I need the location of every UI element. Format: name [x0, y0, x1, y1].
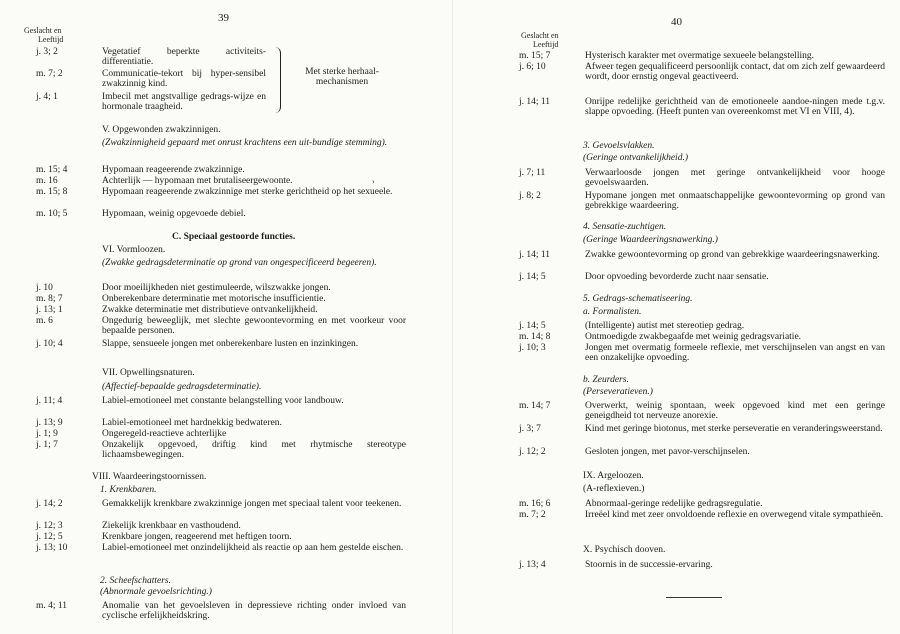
- subsection-subtitle-sensatie: (Geringe Waardeeringsnawerking.): [583, 235, 718, 245]
- stray-mark: ›: [372, 177, 375, 186]
- section-title-ix: IX. Argeloozen.: [583, 471, 644, 481]
- section-subtitle-ix: (A-reflexieven.): [583, 484, 645, 494]
- subsection-title-gevoelsvlakken: 3. Gevoelsvlakken.: [583, 141, 655, 151]
- section-subtitle-vi: (Zwakke gedragsdeterminatie op grond van ongespecificeerd begeeren).: [102, 258, 377, 268]
- section-subtitle-v: (Zwakzinnigheid gepaard met onrust krachtens een uit-bundige stemming).: [102, 138, 388, 148]
- section-title-vii: VII. Opwellingsnaturen.: [102, 368, 195, 378]
- subsection-subtitle-scheefschatters: (Abnormale gevoelsrichting.): [100, 587, 212, 597]
- subsection-subtitle-gevoelsvlakken: (Geringe ontvankelijkheid.): [583, 153, 688, 163]
- section-title-v: V. Opgewonden zwakzinnigen.: [102, 125, 221, 135]
- page-number-left: 39: [218, 12, 229, 24]
- section-title-x: X. Psychisch dooven.: [583, 545, 666, 555]
- section-title-c: C. Speciaal gestoorde functies.: [172, 232, 296, 242]
- subsection-title-formalisten: a. Formalisten.: [583, 307, 642, 317]
- subsection-title-zeurders: b. Zeurders.: [583, 375, 629, 385]
- column-header-sex-age: Geslacht en Leeftijd: [521, 31, 559, 49]
- subsection-subtitle-zeurders: (Perseveratieven.): [583, 387, 653, 397]
- subsection-title-sensatie: 4. Sensatie-zuchtigen.: [583, 222, 667, 232]
- column-header-sex-age: Geslacht en Leeftijd: [24, 26, 64, 44]
- subsection-title-scheefschatters: 2. Scheefschatters.: [100, 576, 171, 586]
- section-title-vi: VI. Vormloozen.: [102, 245, 166, 255]
- closing-rule: [666, 597, 722, 598]
- subsection-title-gedrags: 5. Gedrags-schematiseering.: [583, 294, 693, 304]
- right-page: 40 Geslacht en Leeftijd m. 15; 7 Hysterisch karakter met overmatige sexueele belangstelling. j. 6; 10 Afweer tegen gequalificeerd persoonlijk contact, dat om zich zelf gewaardeerd wordt, door ernstig ongeval geactiveerd. j. 14; 11 Onrijpe redelijke gerichtheid van de emotioneele aandoe-ningen mede t.g.v. slappe opvoeding. (Heeft punten van overeenkomst met VI en VIII, 4). 3. Gevoelsvlakken. (Geringe ontvankelijkheid.) j. 7; 11 Verwaarloosde jongen met geringe ontvankelijkheid voor hooge gevoelswaarden. j. 8; 2 Hypomane jongen met onmaatschappelijke gewoontevorming op grond van gebrekkige waardeering. 4. Sensatie-zuchtigen. (Geringe Waardeeringsnawerking.) j. 14; 11 Zwakke gewoontevorming op grond van gebrekkige waardeeringsnawerking. j. 14; 5 Door opvoeding bevorderde zucht naar sensatie. 5. Gedrags-schematiseering. a. Formalisten. j. 14; 5 (Intelligente) autist met stereotiep gedrag. m. 14; 8 Ontmoedigde zwakbegaafde met weinig gedragsvariatie. j. 10; 3 Jongen met overmatig formeele reflexie, met verschijnselen van angst en van een onzakelijke opvoeding. b. Zeurders. (Perseveratieven.) m. 14; 7 Overwerkt, weinig spontaan, week opgevoed kind met een geringe geneigdheid tot nerveuze anorexie. j. 3; 7 Kind met geringe biotonus, met sterke perseveratie en veranderingsweerstand. j. 12; 2 Gesloten jongen, met pavor-verschijnselen. IX. Argeloozen. (A-reflexieven.) m. 16; 6 Abnormaal-geringe redelijke gedragsregulatie. m. 7; 2 Irreëel kind met zeer onvoldoende reflexie en overwegend vitale sympathieën. X. Psychisch dooven. j. 13; 4 Stoornis in de successie-ervaring.: [452, 0, 900, 634]
- section-title-viii: VIII. Waardeeringstoornissen.: [92, 472, 207, 482]
- subsection-title-krenkbaren: 1. Krenkbaren.: [100, 485, 157, 495]
- section-subtitle-vii: (Affectief-bepaalde gedragsdeterminatie).: [102, 382, 262, 392]
- brace-label: Met sterke herhaal-mechanismen: [305, 67, 379, 87]
- left-page: 39 Geslacht en Leeftijd j. 3; 2 Vegetatief beperkte activiteits-differentiatie. m. 7; 2 Communicatie-tekort bij hyper-sensibel zwakzinnig kind. j. 4; 1 Imbecil met angstvallige gedrags-wijze en hormonale traagheid. Met sterke herhaal-mechanismen V. Opgewonden zwakzinnigen. (Zwakzinnigheid gepaard met onrust krachtens een uit-bundige stemming). m. 15; 4 Hypomaan reageerende zwakzinnige. m. 16 Achterlijk — hypomaan met brutaliseergewoonte. m. 15; 8 Hypomaan reageerende zwakzinnige met sterke gerichtheid op het sexueele. m. 10; 5 Hypomaan, weinig opgevoede debiel. › C. Speciaal gestoorde functies. VI. Vormloozen. (Zwakke gedragsdeterminatie op grond van ongespecificeerd begeeren). j. 10 Door moeilijkheden niet gestimuleerde, wilszwakke jongen. m. 8; 7 Onberekenbare determinatie met motorische insufficientie. j. 13; 1 Zwakke determinatie met distributieve ontvankelijkheid. m. 6 Ongedurig beweeglijk, met slechte gewoontevorming en met voorkeur voor bepaalde personen. j. 10; 4 Slappe, sensueele jongen met onberekenbare lusten en inzinkingen. VII. Opwellingsnaturen. (Affectief-bepaalde gedragsdeterminatie). j. 11; 4 Labiel-emotioneel met constante belangstelling voor landbouw. j. 13; 9 Labiel-emotioneel met hardnekkig bedwateren. j. 1; 9 Ongeregeld-reactieve achterlijke j. 1; 7 Onzakelijk opgevoed, driftig kind met rhytmische stereotype lichaamsbewegingen. VIII. Waardeeringstoornissen. 1. Krenkbaren. j. 14; 2 Gemakkelijk krenkbare zwakzinnige jongen met speciaal talent voor teekenen. j. 12; 3 Ziekelijk krenkbaar en vasthoudend. j. 12; 5 Krenkbare jongen, reageerend met heftigen toorn. j. 13; 10 Labiel-emotioneel met onzindelijkheid als reactie op aan hem gestelde eischen. 2. Scheefschatters. (Abnormale gevoelsrichting.) m. 4; 11 Anomalie van het gevoelsleven in depressieve richting onder invloed van cyclische erfelijkheidskring.: [24, 12, 406, 621]
- grouping-brace: [270, 47, 281, 113]
- page-number-right: 40: [671, 16, 682, 28]
